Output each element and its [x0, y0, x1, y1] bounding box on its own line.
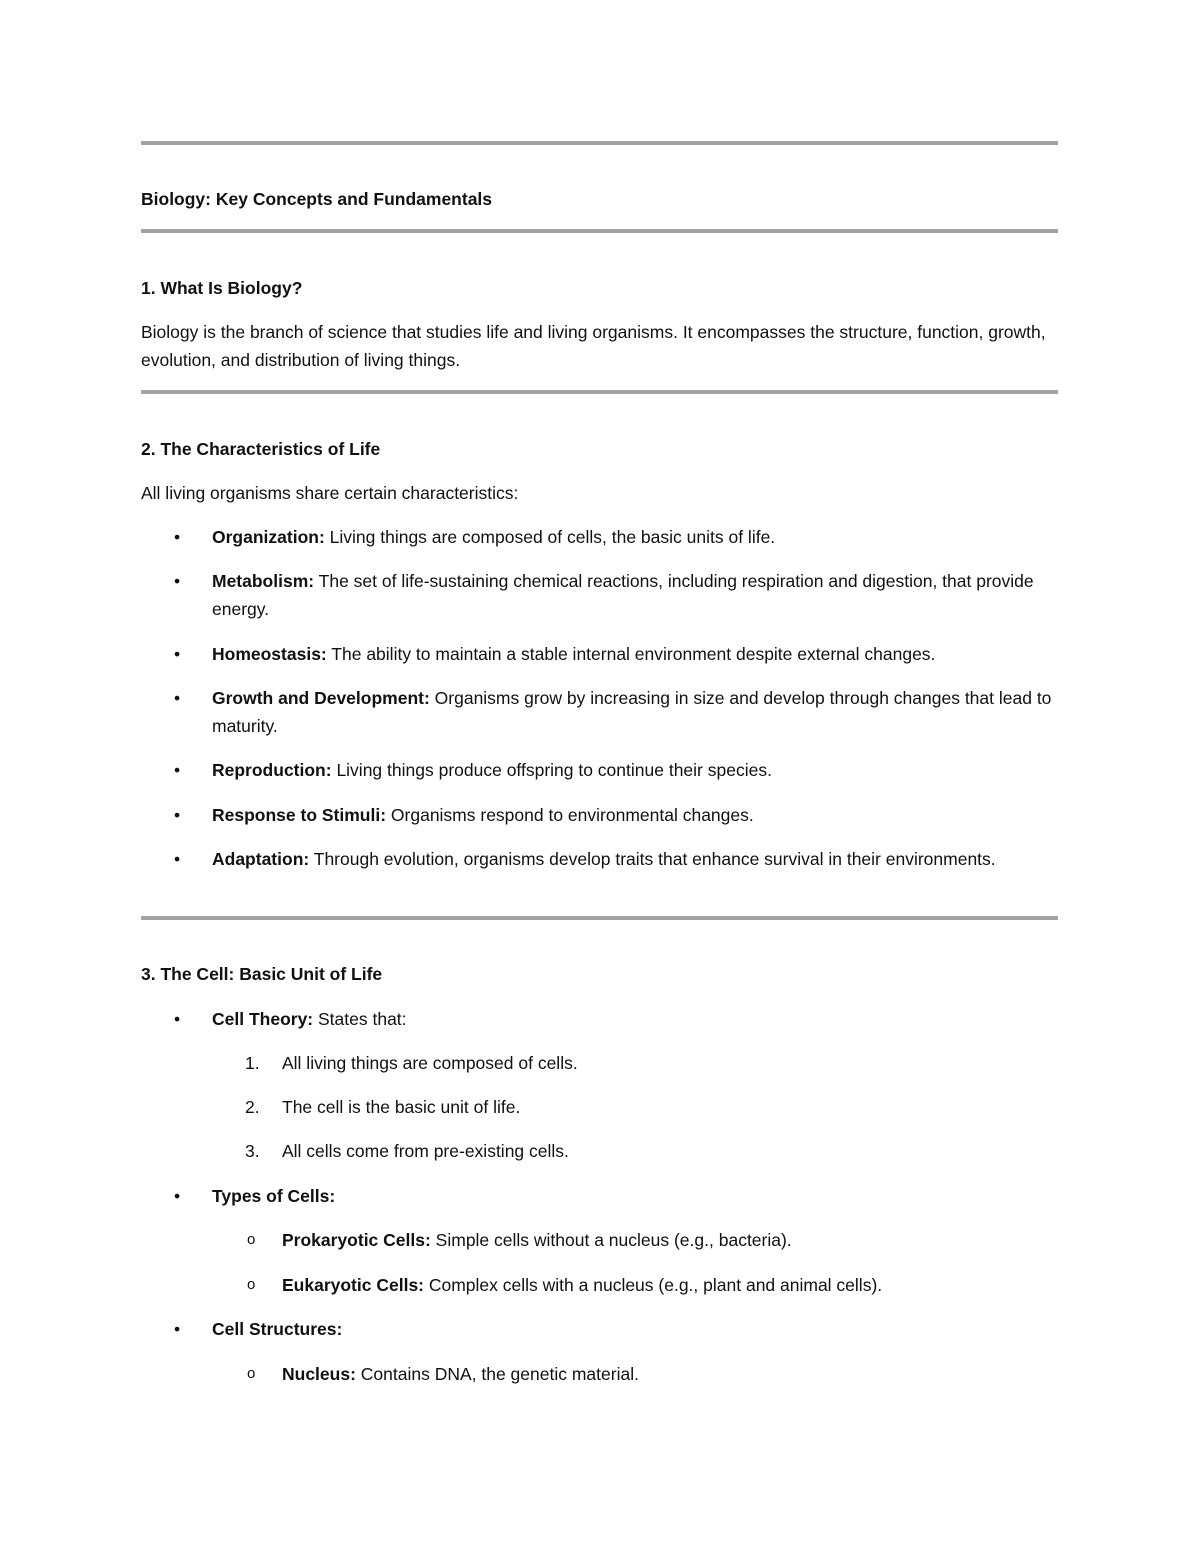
item-text: All cells come from pre-existing cells.	[282, 1141, 569, 1161]
item-term: Cell Theory:	[212, 1009, 314, 1029]
item-term: Organization:	[212, 527, 325, 547]
section-intro: All living organisms share certain characteristics:	[141, 483, 519, 503]
section-heading: 2. The Characteristics of Life	[141, 439, 381, 459]
item-text: The cell is the basic unit of life.	[282, 1097, 521, 1117]
item-text: Complex cells with a nucleus (e.g., plant and animal cells).	[424, 1275, 883, 1295]
bullet-icon: •	[174, 644, 181, 664]
item-term: Response to Stimuli:	[212, 805, 387, 825]
item-text: Organisms respond to environmental changes.	[386, 805, 754, 825]
horizontal-rule	[141, 229, 1058, 233]
item-text: All living things are composed of cells.	[282, 1053, 578, 1073]
item-term: Nucleus:	[282, 1364, 356, 1384]
horizontal-rule	[141, 390, 1058, 394]
circle-bullet-icon: o	[247, 1231, 256, 1248]
bullet-icon: •	[174, 805, 181, 825]
item-text: Simple cells without a nucleus (e.g., bacteria).	[430, 1230, 792, 1250]
bullet-icon: •	[174, 1186, 181, 1206]
bullet-icon: •	[174, 849, 181, 869]
item-term: Eukaryotic Cells:	[282, 1275, 424, 1295]
item-text: Organisms grow by increasing in size and develop through changes that lead to maturity.	[212, 688, 1052, 736]
item-number: 2.	[245, 1097, 260, 1117]
circle-bullet-icon: o	[247, 1365, 256, 1382]
horizontal-rule	[141, 916, 1058, 920]
bullet-icon: •	[174, 688, 181, 708]
item-text: Living things are composed of cells, the basic units of life.	[324, 527, 776, 547]
section-paragraph: Biology is the branch of science that studies life and living organisms. It encompasses the structure, function, growth, evolution, and distribution of living things.	[141, 322, 1046, 370]
item-text: States that:	[313, 1009, 407, 1029]
item-text: Through evolution, organisms develop traits that enhance survival in their environments.	[309, 849, 996, 869]
item-term: Adaptation:	[212, 849, 310, 869]
item-term: Cell Structures:	[212, 1319, 343, 1339]
bullet-icon: •	[174, 760, 181, 780]
item-term: Metabolism:	[212, 571, 315, 591]
item-term: Prokaryotic Cells:	[282, 1230, 431, 1250]
bullet-icon: •	[174, 1319, 181, 1339]
item-text: The set of life-sustaining chemical reactions, including respiration and digestion, that provide energy.	[212, 571, 1034, 619]
item-term: Growth and Development:	[212, 688, 430, 708]
item-text: Living things produce offspring to continue their species.	[331, 760, 772, 780]
section-heading: 1. What Is Biology?	[141, 278, 303, 298]
item-number: 1.	[245, 1053, 260, 1073]
item-term: Types of Cells:	[212, 1186, 336, 1206]
bullet-icon: •	[174, 527, 181, 547]
bullet-icon: •	[174, 571, 181, 591]
item-text: Contains DNA, the genetic material.	[355, 1364, 639, 1384]
document-title: Biology: Key Concepts and Fundamentals	[141, 189, 493, 209]
item-term: Homeostasis:	[212, 644, 327, 664]
circle-bullet-icon: o	[247, 1276, 256, 1293]
section-heading: 3. The Cell: Basic Unit of Life	[141, 964, 383, 984]
horizontal-rule	[141, 141, 1058, 145]
item-text: The ability to maintain a stable internal environment despite external changes.	[326, 644, 936, 664]
item-term: Reproduction:	[212, 760, 332, 780]
item-number: 3.	[245, 1141, 260, 1161]
bullet-icon: •	[174, 1009, 181, 1029]
